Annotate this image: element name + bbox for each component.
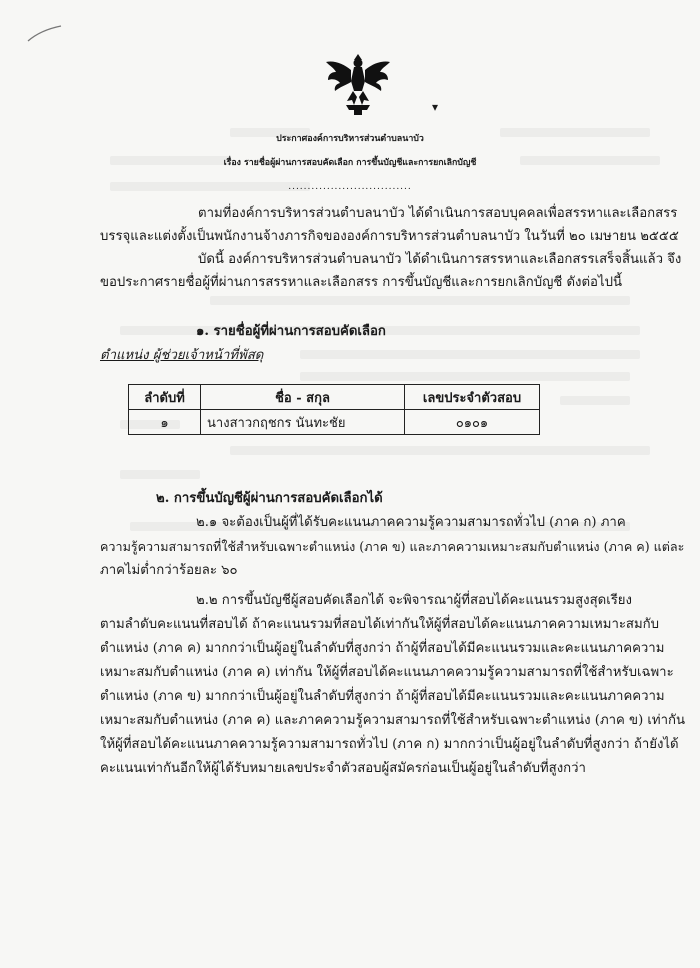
para-2-2-line-3: ตำแหน่ง (ภาค ค) มากกว่าเป็นผู้อยู่ในลำดับที่สูงกว่า ถ้าผู้ที่สอบได้มีคะแนนรวมและคะแนนภาคความ — [100, 641, 665, 656]
para-2-1-line-3: ภาคไม่ต่ำกว่าร้อยละ ๖๐ — [100, 563, 238, 578]
column-header-exam-number: เลขประจำตัวสอบ — [405, 385, 540, 410]
para-2-2-line-7: ให้ผู้ที่สอบได้คะแนนภาคความรู้ความสามารถทั่วไป (ภาค ก) มากกว่าเป็นผู้อยู่ในลำดับที่สูงกว่า ถ้ายังได้ — [100, 737, 679, 752]
stray-mark: ▾ — [432, 100, 439, 114]
para-2-1-line-1: ๒.๑ จะต้องเป็นผู้ที่ได้รับคะแนนภาคความรู้ความสามารถทั่วไป (ภาค ก) ภาค — [196, 515, 626, 530]
bleed-through — [300, 372, 630, 381]
bleed-through — [210, 296, 630, 305]
column-header-order: ลำดับที่ — [129, 385, 201, 410]
section-2-heading: ๒. การขึ้นบัญชีผู้ผ่านการสอบคัดเลือกได้ — [156, 491, 383, 506]
garuda-emblem-icon — [324, 50, 392, 118]
para-2-2-line-4: เหมาะสมกับตำแหน่ง (ภาค ค) เท่ากัน ให้ผู้ที่สอบได้คะแนนภาคความรู้ความสามารถที่ใช้สำหรับเฉพาะ — [100, 665, 674, 680]
bleed-through — [300, 350, 640, 359]
para-2-2-line-8: คะแนนเท่ากันอีกให้ผู้ได้รับหมายเลขประจำตัวสอบผู้สมัครก่อนเป็นผู้อยู่ในลำดับที่สูงกว่า — [100, 761, 586, 776]
cell-name: นางสาวกฤชกร นันทะชัย — [201, 410, 405, 435]
bleed-through — [120, 470, 200, 479]
intro-line-2: บรรจุและแต่งตั้งเป็นพนักงานจ้างภารกิจขององค์การบริหารส่วนตำบลนาบัว ในวันที่ ๒๐ เมษายน ๒๕๕๕ — [100, 229, 679, 244]
cell-exam-number: ๐๑๐๑ — [405, 410, 540, 435]
intro-line-4: ขอประกาศรายชื่อผู้ที่ผ่านการสรรหาและเลือกสรร การขึ้นบัญชีและการยกเลิกบัญชี ดังต่อไปนี้ — [100, 275, 622, 290]
table-row — [129, 410, 540, 435]
para-2-2-line-6: เหมาะสมกับตำแหน่ง (ภาค ค) และภาคความรู้ความสามารถที่ใช้สำหรับเฉพาะตำแหน่ง (ภาค ข) เท่ากัน — [100, 713, 686, 728]
para-2-2-line-2: ตามลำดับคะแนนที่สอบได้ ถ้าคะแนนรวมที่สอบได้เท่ากันให้ผู้ที่สอบได้คะแนนภาคความเหมาะสมกับ — [100, 617, 660, 632]
announcement-subject: เรื่อง รายชื่อผู้ผ่านการสอบคัดเลือก การขึ้นบัญชีและการยกเลิกบัญชี — [223, 158, 477, 168]
intro-line-3: บัดนี้ องค์การบริหารส่วนตำบลนาบัว ได้ดำเนินการสรรหาและเลือกสรรเสร็จสิ้นแล้ว จึง — [198, 252, 682, 267]
pen-mark — [24, 24, 64, 44]
column-header-name: ชื่อ - สกุล — [201, 385, 405, 410]
bleed-through — [560, 396, 630, 405]
dotted-separator: ................................ — [288, 182, 412, 192]
position-label: ตำแหน่ง ผู้ช่วยเจ้าหน้าที่พัสดุ — [100, 348, 264, 363]
section-1-heading: ๑. รายชื่อผู้ที่ผ่านการสอบคัดเลือก — [196, 324, 386, 339]
announcement-title: ประกาศองค์การบริหารส่วนตำบลนาบัว — [276, 134, 424, 144]
cell-order: ๑ — [129, 410, 201, 435]
para-2-1-line-2: ความรู้ความสามารถที่ใช้สำหรับเฉพาะตำแหน่ง (ภาค ข) และภาคความเหมาะสมกับตำแหน่ง (ภาค ค) แต่ละ — [100, 539, 685, 554]
para-2-2-line-5: ตำแหน่ง (ภาค ข) มากกว่าเป็นผู้อยู่ในลำดับที่สูงกว่า ถ้าผู้ที่สอบได้มีคะแนนรวมและคะแนนภาคความ — [100, 689, 665, 704]
bleed-through — [230, 446, 650, 455]
results-table — [128, 384, 540, 435]
table-header-row — [129, 385, 540, 410]
para-2-2-line-1: ๒.๒ การขึ้นบัญชีผู้สอบคัดเลือกได้ จะพิจารณาผู้ที่สอบได้คะแนนรวมสูงสุดเรียง — [196, 593, 632, 608]
intro-line-1: ตามที่องค์การบริหารส่วนตำบลนาบัว ได้ดำเนินการสอบบุคคลเพื่อสรรหาและเลือกสรร — [198, 206, 678, 221]
